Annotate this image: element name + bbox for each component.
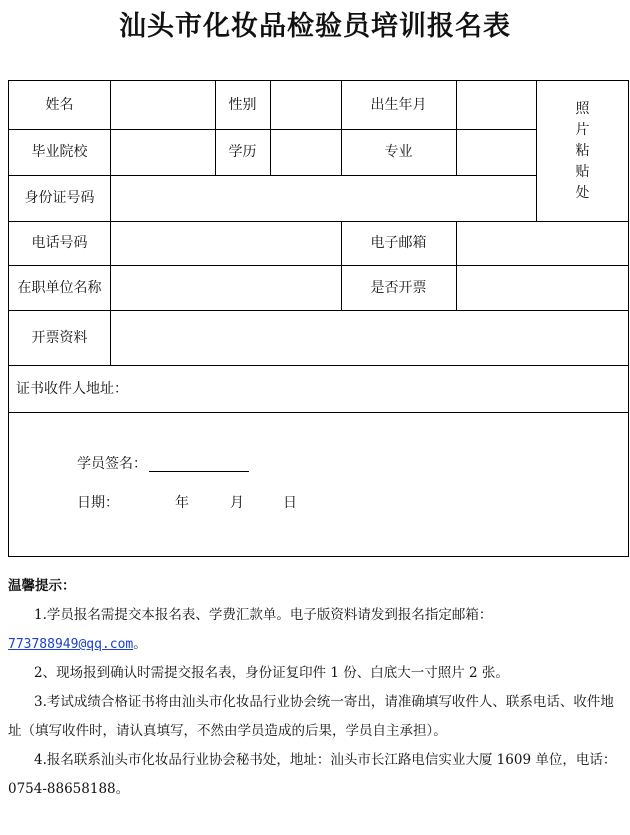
cert-address-label: 证书收件人地址： bbox=[16, 380, 128, 397]
signature-row bbox=[77, 455, 249, 473]
photo-char: 处 bbox=[575, 184, 590, 201]
note-item-1: 1.学员报名需提交本报名表、学费汇款单。电子版资料请发到报名指定邮箱： bbox=[34, 607, 493, 623]
photo-char: 贴 bbox=[575, 163, 590, 180]
notes-heading: 温馨提示： bbox=[8, 578, 76, 594]
registration-form bbox=[8, 80, 629, 557]
gender-label: 性别 bbox=[228, 97, 257, 113]
signature-line bbox=[149, 457, 249, 472]
email-label: 电子邮箱 bbox=[370, 235, 427, 251]
phone-label: 电话号码 bbox=[31, 235, 88, 251]
photo-char: 照 bbox=[575, 100, 590, 117]
id-number-label: 身份证号码 bbox=[24, 190, 95, 206]
note-email-line: 773788949@qq.com。 bbox=[8, 636, 147, 652]
name-label: 姓名 bbox=[45, 97, 74, 113]
signature-label: 学员签名： bbox=[77, 456, 147, 472]
photo-char: 粘 bbox=[575, 142, 590, 159]
email-link[interactable]: 773788949@qq.com bbox=[8, 637, 134, 652]
invoice-label: 是否开票 bbox=[370, 279, 427, 296]
school-label: 毕业院校 bbox=[31, 144, 88, 160]
day-label: 日 bbox=[283, 495, 297, 511]
birth-label: 出生年月 bbox=[370, 97, 427, 113]
photo-char: 片 bbox=[575, 121, 590, 138]
date-label: 日期： bbox=[77, 495, 119, 511]
education-label: 学历 bbox=[228, 144, 257, 160]
note-item-4: 4.报名联系汕头市化妆品行业协会秘书处，地址：汕头市长江路电信实业大厦 1609 单位，电话：0754-88658188。 bbox=[8, 752, 617, 797]
month-label: 月 bbox=[230, 495, 244, 511]
invoice-info-label: 开票资料 bbox=[31, 329, 88, 346]
note-item-2: 2、现场报到确认时需提交报名表，身份证复印件 1 份、白底大一寸照片 2 张。 bbox=[34, 665, 509, 681]
employer-label: 在职单位名称 bbox=[17, 279, 102, 296]
note-item-3: 3.考试成绩合格证书将由汕头市化妆品行业协会统一寄出，请准确填写收件人、联系电话、收件地址（填写收件时，请认真填写，不然由学员造成的后果，学员自主承担）。 bbox=[8, 694, 614, 739]
page-title: 汕头市化妆品检验员培训报名表 bbox=[119, 11, 511, 42]
notes-section bbox=[8, 572, 620, 804]
photo-placeholder bbox=[536, 81, 629, 221]
year-label: 年 bbox=[175, 495, 189, 511]
major-label: 专业 bbox=[384, 144, 413, 160]
